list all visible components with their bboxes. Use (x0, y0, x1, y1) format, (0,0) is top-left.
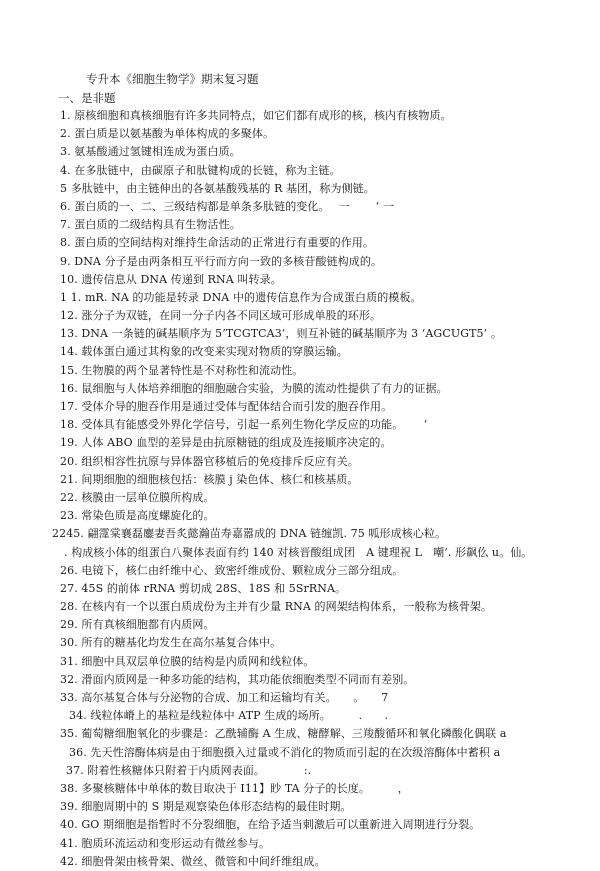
list-item: 12. 涨分子为双链，在同一分子内各不同区域可形成单股的环形。 (60, 309, 382, 323)
list-item: 3. 氨基酸通过氢键相连成为蛋白质。 (60, 145, 241, 159)
list-item: 5 多肽链中，由主链伸出的各氨基酸残基的 R 基团，称为侧链。 (60, 181, 375, 195)
list-item: 40. GO 期细胞是指暂时不分裂细胞，在给予适当刺激后可以重新进入周期进行分裂。 (60, 818, 481, 832)
list-item: 18. 受体具有能感受外界化学信号，引起一系列生物化学反应的功能。 ‘ (60, 418, 428, 432)
list-item: 28. 在核内有一个以蛋白质成份为主并有少量 RNA 的网架结构体系，一般称为核骨架。 (60, 600, 493, 614)
list-item: 1 1. mR. NA 的功能是转录 DNA 中的遗传信息作为合成蛋白质的模板。 (60, 290, 422, 304)
list-item: 14. 载体蛋白通过其构象的改变来实现对物质的穿膜运输。 (60, 345, 348, 359)
list-item: 23. 常染色质是高度螺旋化的。 (60, 509, 215, 523)
list-item: 38. 多聚核糖体中单体的数目取决于 I11】眇 TA 分子的长度。 ， (60, 781, 409, 795)
list-item: 9. DNA 分子是由两条相互平行而方向一致的多核苷酸链构成的。 (60, 254, 383, 268)
list-item: . 构成核小体的组蛋白八聚体表面有约 140 对核晋酸组成团 A 键理祝 L 嘲’. 形飙仫 u。仙。 (64, 545, 533, 559)
section-heading: 一、是非题 (58, 91, 116, 105)
list-item: 13. DNA 一条链的碱基顺序为 5’TCGTCA3’，则互补链的碱基顺序为 3 ‘AGCUGT5’ 。 (60, 327, 502, 341)
list-item: 2245. 翩霪棠襄磊鏖妻吾炙懿瀚苗寿嘉嚣成的 DNA 链缠凯. 75 呱形成核心粒。 (52, 527, 447, 541)
list-item: 36. 先天性溶酶体病是由于细胞摄入过量或不消化的物质而引起的在次级溶酶体中蓄积 a (69, 745, 501, 759)
list-item: 21. 间期细胞的细胞核包括：核膜 j 染色体、核仁和核基质。 (60, 472, 359, 486)
list-item: 19. 人体 ABO 血型的差异是由抗原糖链的组成及连接顺序决定的。 (60, 436, 392, 450)
list-item: 1. 原核细胞和真核细胞有许多共同特点，如它们都有成形的核，核内有核物质。 (60, 109, 452, 122)
list-item: 34. 线粒体嵴上的基粒是线粒体中 ATP 生成的场所。 . . (69, 709, 389, 723)
list-item: 41. 胞质环流运动和变形运动有微丝参与。 (60, 836, 271, 850)
list-item: 2. 蛋白质是以氨基酸为单体构成的多聚体。 (60, 127, 275, 141)
list-item: 22. 核膜由一层单位膜所构成。 (60, 490, 215, 504)
list-item: 26. 电镜下，核仁由纤维中心、致密纤维成份、颗粒成分三部分组成。 (60, 563, 404, 577)
list-item: 39. 细胞周期中的 S 期是观察染色体形态结构的最佳时期。 (60, 800, 352, 814)
list-item: 6. 蛋白质的一、二、三级结构都是单条多肽链的变化。 一 ‘ 一 (60, 199, 394, 213)
list-item: 37. 附着性核糖体只附着于内质网表面。 :. (66, 763, 312, 777)
document-title: 专升本《细胞生物学》期末复习题 (86, 72, 259, 86)
list-item: 16. 鼠细胞与人体培养细胞的细胞融合实验，为膜的流动性提供了有力的证据。 (60, 381, 448, 395)
list-item: 27. 45S 的前体 rRNA 剪切成 28S、18S 和 5SrRNA。 (60, 581, 347, 595)
list-item: 32. 滑面内质网是一种多功能的结构，其功能依细胞类型不同而有差别。 (60, 672, 415, 686)
list-item: 42. 细胞骨架由核骨架、微丝、微管和中间纤维组成。 (60, 854, 326, 868)
list-item: 31. 细胞中具双层单位膜的结构是内质网和线粒体。 (60, 654, 315, 668)
list-item: 35. 葡萄糖细胞氧化的步骤是：乙酰辅酶 A 生成、糖酵解、三羧酸循环和氧化磷酸化偶联 a (60, 727, 507, 741)
list-item: 7. 蛋白质的二级结构具有生物活性。 (60, 218, 241, 232)
list-item: 29. 所有真核细胞都有内质网。 (60, 618, 215, 632)
list-item: 33. 高尔基复合体与分泌物的合成、加工和运输均有关。 。 7 (60, 691, 389, 704)
list-item: 8. 蛋白质的空间结构对维持生命活动的正常进行有重要的作用。 (60, 236, 374, 250)
list-item: 15. 生物膜的两个显著特性是不对称性和流动性。 (60, 363, 304, 377)
list-item: 10. 遗传信息从 DNA 传递到 RNA 叫转录。 (60, 272, 282, 286)
list-item: 30. 所有的糖基化均发生在高尔基复合体中。 (60, 636, 282, 650)
question-list (52, 107, 600, 871)
list-item: 20. 组织相容性抗原与异体器官移植后的免疫排斥反应有关。 (60, 454, 359, 468)
list-item: 4. 在多肽链中，由碳原子和肽键构成的长链，称为主链。 (60, 163, 341, 177)
list-item: 17. 受体介导的胞吞作用是通过受体与配体结合而引发的胞吞作用。 (60, 400, 393, 413)
